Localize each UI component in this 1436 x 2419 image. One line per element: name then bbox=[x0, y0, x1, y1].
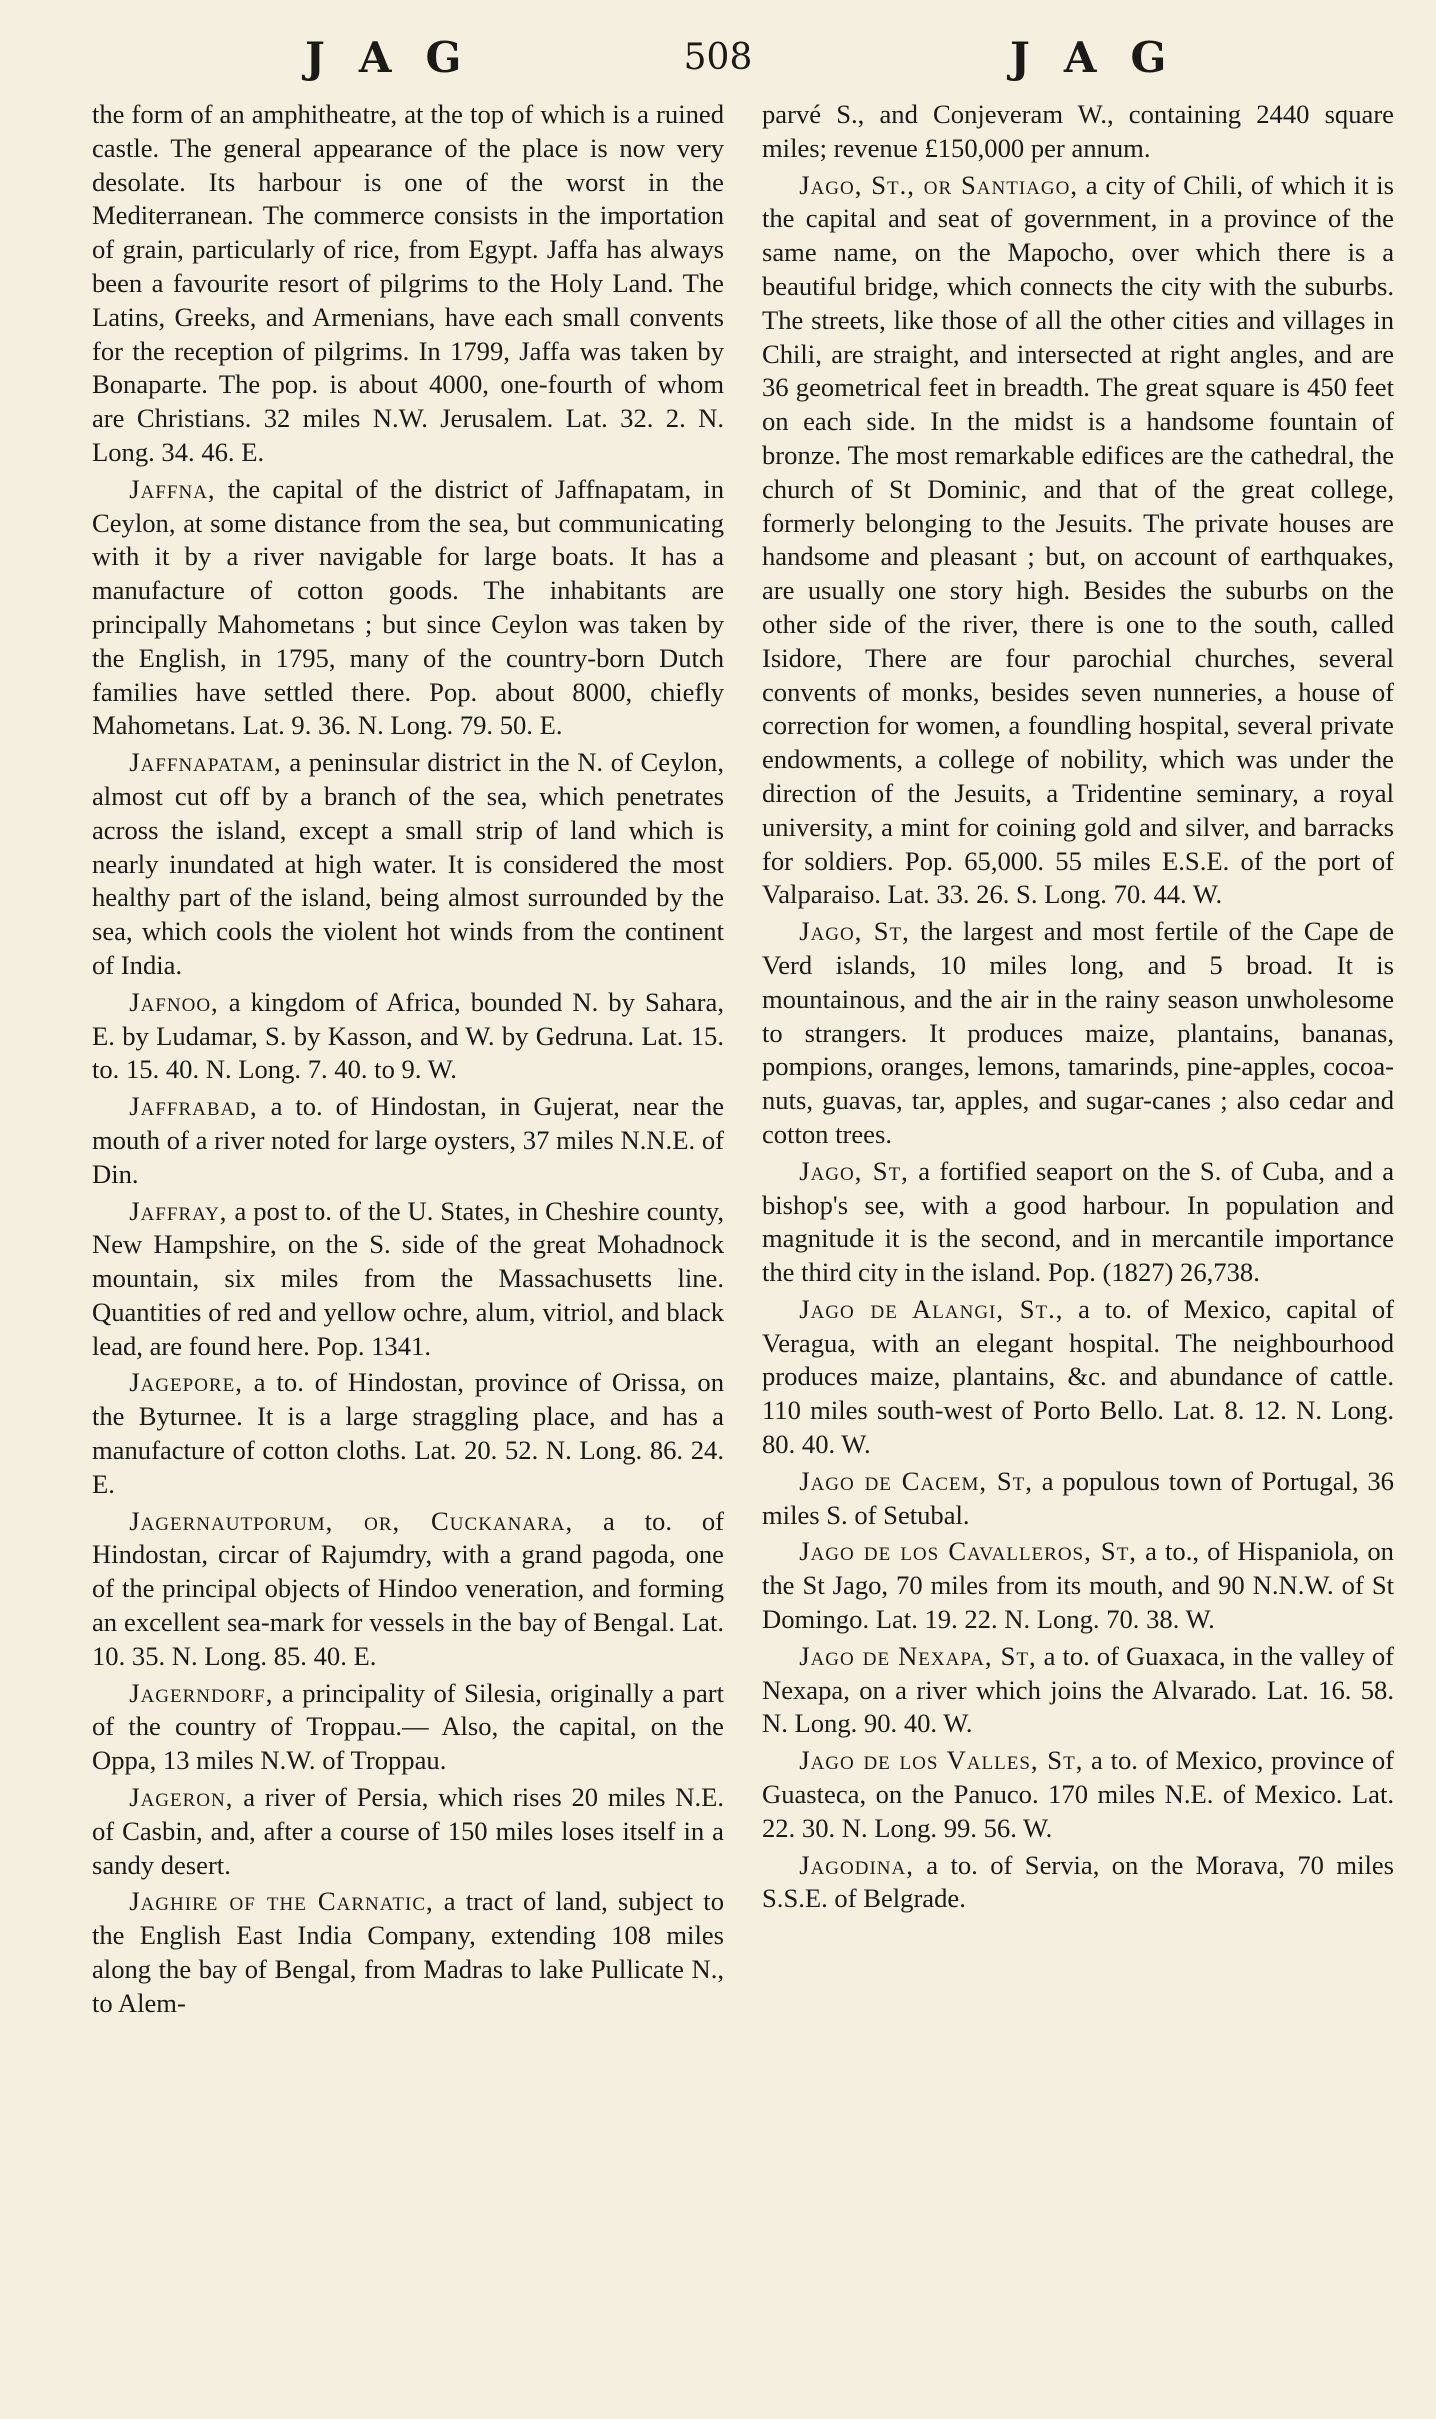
entry-text: a principality of Silesia, originally a part of the country of Troppau.— Also, the capital, on the Oppa, 13 miles N.W. of Troppau. bbox=[92, 1677, 724, 1776]
entry-text: a to. of Mexico, capital of Veragua, with an elegant hospital. The neighbourhood produces maize, plantains, &c. and abundance of cattle. 110 miles south-west of Porto Bello. Lat. 8. 12. N. Long. 80. 40. W. bbox=[762, 1293, 1394, 1460]
entry-text: the form of an amphitheatre, at the top of which is a ruined castle. The general appearance of the place is now very desolate. Its harbour is one of the worst in the Mediterranean. The commerce consists in the importation of grain, particularly of rice, from Egypt. Jaffa has always been a favourite resort of pilgrims to the Holy Land. The Latins, Greeks, and Armenians, have each small convents for the reception of pilgrims. In 1799, Jaffa was taken by Bonaparte. The pop. is about 4000, one-fourth of whom are Christians. 32 miles N.W. Jerusalem. Lat. 32. 2. N. Long. 34. 46. E. bbox=[92, 99, 724, 467]
entry-text: a post to. of the U. States, in Cheshire county, New Hampshire, on the S. side of the great Mohadnock mountain, six miles from the Massachusetts line. Quantities of red and yellow ochre, alum, vitriol, and black lead, are found here. Pop. 1341. bbox=[92, 1195, 724, 1361]
entry-jagodina bbox=[762, 1849, 1394, 1917]
entry-term: Jafnoo, bbox=[129, 986, 219, 1017]
entry-jago-de-los-valles bbox=[762, 1744, 1394, 1845]
entry-term: Jagernautporum, or, Cuckanara, bbox=[129, 1505, 574, 1536]
entry-text: the capital of the district of Jaffnapatam, in Ceylon, at some distance from the sea, but communicating with it by a river navigable for large boats. It has a manufacture of cotton goods. The inhabitants are principally Mahometans ; but since Ceylon was taken by the English, in 1795, many of the country-born Dutch families have settled there. Pop. about 8000, chiefly Mahometans. Lat. 9. 36. N. Long. 79. 50. E. bbox=[92, 473, 724, 741]
entry-text: a to. of Hindostan, in Gujerat, near the mouth of a river noted for large oysters, 37 miles N.N.E. of Din. bbox=[92, 1091, 724, 1189]
entry-text: a fortified seaport on the S. of Cuba, and a bishop's see, with a good harbour. In population and magnitude it is the second, and in mercantile importance the third city in the island. Pop. (1827) 26,738. bbox=[762, 1155, 1395, 1288]
entry-jafnoo bbox=[92, 986, 724, 1087]
entry-jagerndorf bbox=[92, 1677, 724, 1778]
entry-jago-de-los-cavalleros bbox=[762, 1535, 1394, 1636]
entry-term: Jageron, bbox=[129, 1782, 234, 1813]
entry-jaghire bbox=[92, 1885, 724, 2020]
entry-text: a to. of Hindostan, province of Orissa, on the Byturnee. It is a large straggling place, and has a manufacture of cotton cloths. Lat. 20. 52. N. Long. 86. 24. E. bbox=[92, 1367, 724, 1499]
entry-term: Jagodina, bbox=[799, 1849, 914, 1880]
entry-text: a to. of Servia, on the Morava, 70 miles S.S.E. of Belgrade. bbox=[762, 1849, 1394, 1914]
entry-jago-cape-verd bbox=[762, 915, 1394, 1152]
page-header bbox=[0, 28, 1436, 88]
entry-jaffna bbox=[92, 473, 724, 743]
entry-jaffrabad bbox=[92, 1090, 724, 1191]
entry-text: a populous town of Portugal, 36 miles S. of Setubal. bbox=[762, 1465, 1394, 1530]
header-left-keyword: JAG bbox=[305, 33, 496, 82]
entry-jago-de-cacem bbox=[762, 1465, 1394, 1533]
entry-jago-santiago bbox=[762, 169, 1394, 913]
entry-term: Jaffrabad, bbox=[129, 1091, 258, 1122]
entry-term: Jago, St., or Santiago, bbox=[799, 169, 1078, 200]
entry-text: a city of Chili, of which it is the capital and seat of government, in a province of the same name, on the Mapocho, over which there is a beautiful bridge, which connects the city with the suburbs. The streets, like those of all the other cities and villages in Chili, are straight, and intersected at right angles, and are 36 geometrical feet in breadth. The great square is 450 feet on each side. In the midst is a handsome fountain of bronze. The most remarkable edifices are the cathedral, the church of St Dominic, and that of the great college, formerly belonging to the Jesuits. The private houses are handsome and pleasant ; but, on account of earthquakes, are usually one story high. Besides the suburbs on the other side of the river, there is one to the south, called Isidore, There are four parochial churches, several convents of monks, besides seven nunneries, a house of correction for women, a foundling hospital, several private endowments, a college of nobility, which was under the direction of the Jesuits, a Tridentine seminary, a royal university, a mint for coining gold and silver, and barracks for soldiers. Pop. 65,000. 55 miles E.S.E. of the port of Valparaiso. Lat. 33. 26. S. Long. 70. 44. W. bbox=[762, 169, 1394, 910]
entry-term: Jago de los Valles, St, bbox=[799, 1745, 1084, 1776]
entry-continued bbox=[92, 98, 724, 470]
header-right-keyword: JAG bbox=[1010, 33, 1201, 82]
entry-term: Jaffna, bbox=[129, 473, 216, 504]
entry-text: a to. of Mexico, province of Guasteca, on the Panuco. 170 miles N.E. of Mexico. Lat. 22. 30. N. Long. 99. 56. W. bbox=[762, 1745, 1394, 1843]
page-number: 508 bbox=[683, 37, 753, 78]
entry-term: Jagerndorf, bbox=[129, 1677, 274, 1708]
entry-term: Jaffnapatam, bbox=[129, 747, 282, 778]
entry-text: a peninsular district in the N. of Ceylon, almost cut off by a branch of the sea, which penetrates across the island, except a small strip of land which is nearly inundated at high water. It is considered the most healthy part of the island, being almost surrounded by the sea, which cools the violent hot winds from the continent of India. bbox=[92, 747, 724, 980]
entry-text: the largest and most fertile of the Cape de Verd islands, 10 miles long, and 5 broad. It is mountainous, and the air in the rainy season unwholesome to strangers. It produces maize, plantains, bananas, pompions, oranges, lemons, tamarinds, pine-apples, cocoa-nuts, guavas, tar, apples, and sugar-canes ; also cedar and cotton trees. bbox=[762, 916, 1394, 1149]
entry-text: parvé S., and Conjeveram W., containing 2440 square miles; revenue £150,000 per annum. bbox=[762, 99, 1394, 163]
entry-text: a tract of land, subject to the English East India Company, extending 108 miles along the bay of Bengal, from Madras to lake Pullicate N., to Alem- bbox=[92, 1886, 724, 2018]
entry-term: Jago, St, bbox=[799, 916, 910, 947]
entry-jaffnapatam bbox=[92, 746, 724, 983]
entry-text: a to., of Hispaniola, on the St Jago, 70 miles from its mouth, and 90 N.N.W. of St Domingo. Lat. 19. 22. N. Long. 70. 38. W. bbox=[762, 1536, 1394, 1635]
entry-continued bbox=[762, 98, 1394, 166]
entry-term: Jago, St, bbox=[799, 1155, 909, 1186]
left-column bbox=[92, 98, 724, 2024]
entry-jaffray bbox=[92, 1195, 724, 1364]
right-column bbox=[762, 98, 1394, 1919]
entry-jago-de-alangi bbox=[762, 1293, 1394, 1462]
entry-text: a river of Persia, which rises 20 miles N.E. of Casbin, and, after a course of 150 miles loses itself in a sandy desert. bbox=[92, 1782, 724, 1880]
entry-term: Jaffray, bbox=[129, 1195, 228, 1226]
entry-term: Jago de Cacem, St, bbox=[799, 1465, 1033, 1496]
entry-jageron bbox=[92, 1781, 724, 1882]
entry-text: a kingdom of Africa, bounded N. by Sahara, E. by Ludamar, S. by Kasson, and W. by Gedruna. Lat. 15. to. 15. 40. N. Long. 7. 40. to 9. W. bbox=[92, 986, 724, 1085]
entry-term: Jaghire of the Carnatic, bbox=[129, 1886, 434, 1917]
entry-jagepore bbox=[92, 1366, 724, 1501]
entry-term: Jagepore, bbox=[129, 1367, 243, 1398]
entry-jago-de-nexapa bbox=[762, 1640, 1394, 1741]
entry-term: Jago de Alangi, St., bbox=[799, 1293, 1064, 1324]
entry-text: a to. of Hindostan, circar of Rajumdry, with a grand pagoda, one of the principal objects of Hindoo veneration, and forming an excellent sea-mark for vessels in the bay of Bengal. Lat. 10. 35. N. Long. 85. 40. E. bbox=[92, 1505, 724, 1671]
entry-jago-cuba bbox=[762, 1155, 1394, 1290]
entry-text: a to. of Guaxaca, in the valley of Nexapa, on a river which joins the Alvarado. Lat. 16. 58. N. Long. 90. 40. W. bbox=[762, 1640, 1395, 1739]
entry-term: Jago de Nexapa, St, bbox=[799, 1640, 1037, 1671]
entry-term: Jago de los Cavalleros, St, bbox=[799, 1536, 1137, 1567]
entry-jagernautporum bbox=[92, 1505, 724, 1674]
